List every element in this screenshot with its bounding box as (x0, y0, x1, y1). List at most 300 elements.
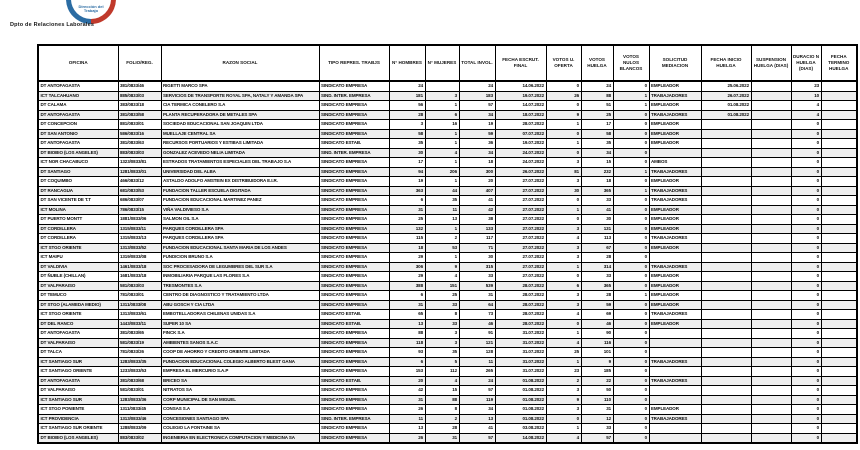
cell: 1 (546, 357, 581, 367)
cell: 686/0833/07 (118, 196, 161, 206)
logo-text-line2: Trabajo (83, 8, 99, 14)
cell: 0 (613, 158, 649, 168)
cell: 31 (425, 433, 459, 443)
cell (821, 367, 857, 377)
cell: 11 (425, 205, 459, 215)
cell: 34 (581, 148, 613, 158)
table-row (38, 110, 857, 120)
cell: SINDICATO EMPRESA (319, 234, 389, 244)
cell: INMOBILIARIA PARQUE LAS FLORES S.A (161, 272, 319, 282)
cell: 24 (459, 81, 495, 91)
cell: FUNDICION BRUNO S.A (161, 253, 319, 263)
cell: 2 (546, 376, 581, 386)
cell: 2 (425, 414, 459, 424)
cell (751, 376, 791, 386)
cell: 88 (581, 91, 613, 101)
cell: 30 (546, 186, 581, 196)
cell: ICT SANTIAGO SUR ORIENTE (38, 424, 118, 434)
cell: 03.08.2022 (495, 424, 546, 434)
cell: 0 (791, 177, 821, 187)
table-row (38, 81, 857, 91)
cell (751, 129, 791, 139)
cell: 3 (546, 405, 581, 415)
cell: SINDICATO EMPRESA (319, 348, 389, 358)
cell: 28 (581, 253, 613, 263)
column-header: N° HOMBRES (389, 45, 425, 81)
cell (701, 167, 751, 177)
cell: 365 (581, 186, 613, 196)
cell: DT CONCEPCION (38, 120, 118, 130)
cell: 30 (459, 253, 495, 263)
cell: 0 (791, 424, 821, 434)
cell: SINDICATO ESTAB. (319, 310, 389, 320)
cell: 0 (613, 224, 649, 234)
cell: 27.07.2022 (495, 243, 546, 253)
cell (701, 338, 751, 348)
cell: SINDICATO EMPRESA (319, 215, 389, 225)
cell (751, 281, 791, 291)
cell: 0 (791, 186, 821, 196)
cell: 781/0833/01 (118, 291, 161, 301)
cell: 315 (459, 262, 495, 272)
cell: 1 (613, 91, 649, 101)
cell (649, 395, 701, 405)
cell: 27.07.2022 (495, 224, 546, 234)
cell: TRABAJADORES (649, 167, 701, 177)
cell: SINDICATO EMPRESA (319, 120, 389, 130)
cell: CONCESIONES SANTIAGO SPA (161, 414, 319, 424)
cell: DT CALAMA (38, 101, 118, 111)
cell: 01.08.2022 (495, 395, 546, 405)
cell: 19.07.2022 (495, 91, 546, 101)
table-row (38, 253, 857, 263)
cell: 14.07.2022 (495, 101, 546, 111)
column-header: FECHA INICIO HUELGA (701, 45, 751, 81)
cell: 24.07.2022 (495, 158, 546, 168)
cell (751, 234, 791, 244)
cell: 0 (613, 196, 649, 206)
cell: CENTRO DE DIAGNOSTICO Y TRATAMIENTO LTDA (161, 291, 319, 301)
cell: TRABAJADORES (649, 91, 701, 101)
cell: DT ÑUBLE (CHILLAN) (38, 272, 118, 282)
cell: 4 (425, 272, 459, 282)
cell (701, 367, 751, 377)
cell: 0 (613, 300, 649, 310)
cell: 31.07.2022 (495, 367, 546, 377)
cell: 26 (389, 433, 425, 443)
cell: 0 (546, 414, 581, 424)
column-header: VOTOS NULOS BLANCOS (613, 45, 649, 81)
cell: 101 (581, 348, 613, 358)
cell (821, 262, 857, 272)
table-row (38, 243, 857, 253)
cell: DT TEMUCO (38, 291, 118, 301)
cell: 42 (459, 205, 495, 215)
cell: 14.08.2022 (495, 433, 546, 443)
cell: 26 (546, 91, 581, 101)
cell: NITRATOS SA (161, 386, 319, 396)
cell (821, 424, 857, 434)
cell (821, 414, 857, 424)
cell: 0 (791, 329, 821, 339)
cell: 0 (546, 319, 581, 329)
cell: EMPLEADOR (649, 405, 701, 415)
cell: CORP MUNICIPAL DE SAN MIGUEL (161, 395, 319, 405)
cell (821, 158, 857, 168)
cell: 33 (581, 424, 613, 434)
cell (751, 101, 791, 111)
cell: 28 (389, 110, 425, 120)
cell: 26.07.2022 (701, 91, 751, 101)
cell: 0 (791, 367, 821, 377)
cell: 1 (425, 101, 459, 111)
cell: 35 (425, 348, 459, 358)
cell (701, 129, 751, 139)
cell: 131 (581, 224, 613, 234)
cell (821, 433, 857, 443)
cell: 6 (389, 291, 425, 301)
cell: 0 (546, 129, 581, 139)
cell: DT STGO (ALAMEDA MEDIO) (38, 300, 118, 310)
cell (751, 196, 791, 206)
cell: 1311/0833/08 (118, 300, 161, 310)
cell: 56 (389, 101, 425, 111)
cell: PARQUES CORDILLERA SPA (161, 224, 319, 234)
cell: 0 (791, 357, 821, 367)
cell: 1281/0833/01 (118, 167, 161, 177)
cell: 383/0833/18 (118, 101, 161, 111)
cell: 23 (546, 367, 581, 377)
cell (821, 234, 857, 244)
cell (751, 329, 791, 339)
cell: SUPER 10 SA (161, 319, 319, 329)
cell (821, 186, 857, 196)
cell: 681/0833/53 (118, 186, 161, 196)
cell (701, 177, 751, 187)
cell: 1 (546, 120, 581, 130)
cell: 883/0833/03 (118, 148, 161, 158)
cell: 31.07.2022 (495, 329, 546, 339)
cell: 1288/0833/09 (118, 424, 161, 434)
cell: 11 (389, 414, 425, 424)
cell: 300 (459, 167, 495, 177)
cell: 01.08.2022 (495, 386, 546, 396)
cell: SERVICIOS DE TRANSPORTE ROYAL SPA, NATALY Y AMANDA SPA (161, 91, 319, 101)
cell (701, 158, 751, 168)
cell: COOP DE AHORRO Y CREDITO ORIENTE LIMITADA (161, 348, 319, 358)
cell: 128 (459, 348, 495, 358)
cell: 13 (389, 424, 425, 434)
cell: 113 (581, 234, 613, 244)
cell: 581/0833/19 (118, 338, 161, 348)
cell (649, 253, 701, 263)
cell (821, 357, 857, 367)
cell: RECURSOS PORTUARIOS Y ESTIBAS LIMITADA (161, 139, 319, 149)
cell: 90 (581, 329, 613, 339)
table-row (38, 424, 857, 434)
cell: 1 (546, 262, 581, 272)
cell: 57 (459, 386, 495, 396)
cell: EMPLEADOR (649, 215, 701, 225)
cell: 0 (791, 129, 821, 139)
cell: 3 (425, 329, 459, 339)
cell (701, 310, 751, 320)
cell: 31.07.2022 (495, 357, 546, 367)
cell: 27.07.2022 (495, 215, 546, 225)
cell: 31 (581, 405, 613, 415)
cell: 88 (425, 395, 459, 405)
cell (649, 424, 701, 434)
cell: 132 (389, 224, 425, 234)
cell (821, 110, 857, 120)
cell: 1 (613, 291, 649, 301)
cell: 1311/0833/45 (118, 405, 161, 415)
cell: 1 (425, 129, 459, 139)
cell: SOCIEDAD EDUCACIONAL SAN JOAQUIN LTDA (161, 120, 319, 130)
cell: 12 (581, 414, 613, 424)
cell: 0 (791, 386, 821, 396)
cell: DT DEL RANCO (38, 319, 118, 329)
cell (701, 424, 751, 434)
cell: EMPLEADOR (649, 177, 701, 187)
table-row (38, 224, 857, 234)
column-header: DURACIO N HUELGA (DIAS) (791, 45, 821, 81)
cell (751, 110, 791, 120)
cell: DT CORDILLERA (38, 224, 118, 234)
cell: SALMON OIL S.A (161, 215, 319, 225)
cell (701, 395, 751, 405)
cell: SINDICATO EMPRESA (319, 291, 389, 301)
cell (751, 186, 791, 196)
cell: ICT MOLINA (38, 205, 118, 215)
cell: ICT PROVIDENCIA (38, 414, 118, 424)
cell: 0 (791, 272, 821, 282)
cell: 4 (425, 376, 459, 386)
cell (751, 120, 791, 130)
cell (821, 148, 857, 158)
cell: 306 (389, 262, 425, 272)
cell (821, 224, 857, 234)
cell: 07.07.2022 (495, 129, 546, 139)
cell: CIA TERMICA CONELERO S.A (161, 101, 319, 111)
cell: ICT STGO ORIENTE (38, 310, 118, 320)
cell: 0 (613, 272, 649, 282)
cell: 4 (791, 110, 821, 120)
cell: SINDICATO ESTAB. (319, 319, 389, 329)
cell: SINDICATO EMPRESA (319, 386, 389, 396)
table-row (38, 386, 857, 396)
cell: 5 (425, 357, 459, 367)
cell: 3 (546, 224, 581, 234)
cell: 0 (613, 215, 649, 225)
cell (751, 81, 791, 91)
cell (649, 348, 701, 358)
cell: 1 (425, 177, 459, 187)
cell: 781/0833/26 (118, 348, 161, 358)
cell: 15 (425, 386, 459, 396)
cell (751, 177, 791, 187)
cell: 67 (581, 243, 613, 253)
cell: 0 (791, 253, 821, 263)
cell: 0 (613, 319, 649, 329)
table-row (38, 405, 857, 415)
cell: FUNDACION EDUCACIONAL SANTA MARIA DE LOS ANDES (161, 243, 319, 253)
cell (701, 386, 751, 396)
cell: 4 (791, 101, 821, 111)
direccion-del-trabajo-logo (66, 0, 116, 24)
cell: EMPLEADOR (649, 300, 701, 310)
cell: SINDICATO EMPRESA (319, 205, 389, 215)
cell: 01.08.2022 (495, 405, 546, 415)
cell: 0 (613, 310, 649, 320)
cell: 19.07.2022 (495, 139, 546, 149)
cell (751, 338, 791, 348)
cell: 9 (546, 110, 581, 120)
table-row (38, 120, 857, 130)
cell: 0 (613, 405, 649, 415)
cell: DT VALPARAISO (38, 338, 118, 348)
cell: 0 (791, 414, 821, 424)
cell: 53 (425, 243, 459, 253)
cell: 18 (581, 177, 613, 187)
cell: 110 (581, 395, 613, 405)
cell (751, 386, 791, 396)
cell: SINDICATO EMPRESA (319, 253, 389, 263)
cell (751, 148, 791, 158)
cell: DT ANTOFAGASTA (38, 81, 118, 91)
table-row (38, 414, 857, 424)
cell: 35 (389, 139, 425, 149)
cell: 119 (459, 395, 495, 405)
cell: 50 (581, 386, 613, 396)
cell: SINDICATO EMPRESA (319, 338, 389, 348)
cell: 01.08.2022 (701, 110, 751, 120)
cell (701, 139, 751, 149)
cell: SINDICATO EMPRESA (319, 101, 389, 111)
table-row (38, 158, 857, 168)
cell: ICT TALCAHUANO (38, 91, 118, 101)
cell: DT BIOBIO (LOS ANGELES) (38, 433, 118, 443)
column-header: SUSPENSION HUELGA (DIAS) (751, 45, 791, 81)
cell: 1461/0833/18 (118, 262, 161, 272)
cell (701, 205, 751, 215)
cell: 0 (613, 433, 649, 443)
cell: 1681/0833/18 (118, 272, 161, 282)
cell: CONSAS S.A (161, 405, 319, 415)
cell (701, 376, 751, 386)
cell: 9 (425, 262, 459, 272)
cell (821, 338, 857, 348)
cell (751, 262, 791, 272)
cell: SINDICATO EMPRESA (319, 196, 389, 206)
cell (701, 300, 751, 310)
table-row (38, 348, 857, 358)
cell (821, 81, 857, 91)
cell: 13 (389, 319, 425, 329)
cell: 4 (546, 310, 581, 320)
cell: ICT STGO ORIENTE (38, 243, 118, 253)
cell: INGENIERIA EN ELECTRONICA COMPUTACION Y MEDICINA SA (161, 433, 319, 443)
cell: 407 (459, 186, 495, 196)
cell: 26.07.2022 (495, 167, 546, 177)
cell: 0 (613, 367, 649, 377)
cell: DT PUERTO MONTT (38, 215, 118, 225)
cell (821, 215, 857, 225)
cell: 206 (425, 167, 459, 177)
cell: 19 (459, 120, 495, 130)
cell: 46 (459, 319, 495, 329)
cell: ASTALDO ADOLFO AMSTEIN EX DISTRIBUIDORA E.I.R. (161, 177, 319, 187)
cell: 57 (459, 101, 495, 111)
cell: 33 (425, 300, 459, 310)
cell: SINDICATO EMPRESA (319, 281, 389, 291)
cell: 31 (459, 291, 495, 301)
cell: 0 (791, 196, 821, 206)
cell: 26 (389, 405, 425, 415)
cell: 0 (791, 205, 821, 215)
cell: 1 (613, 186, 649, 196)
cell: DT BIOBIO (LOS ANGELES) (38, 148, 118, 158)
cell: 0 (613, 357, 649, 367)
cell: 51 (581, 101, 613, 111)
cell: 27.07.2022 (495, 272, 546, 282)
cell: 33 (459, 272, 495, 282)
cell (821, 205, 857, 215)
cell: SINDICATO EMPRESA (319, 177, 389, 187)
table-row (38, 139, 857, 149)
cell: RIGETTI MARCO SPA (161, 81, 319, 91)
cell: 3 (546, 386, 581, 396)
cell: 0 (613, 253, 649, 263)
cell: 1283/0833/36 (118, 395, 161, 405)
cell (751, 319, 791, 329)
cell: 181 (389, 91, 425, 101)
table-row (38, 338, 857, 348)
cell: 8 (425, 310, 459, 320)
cell: 24 (389, 81, 425, 91)
column-header: SOLICITUD MEDIACION (649, 45, 701, 81)
cell: 2 (425, 234, 459, 244)
cell: 3 (546, 158, 581, 168)
cell: EMPLEADOR (649, 120, 701, 130)
cell: SIND. INTER. EMPRESA (319, 414, 389, 424)
cell (751, 272, 791, 282)
cell: 0 (791, 139, 821, 149)
cell: 581/0833/01 (118, 386, 161, 396)
cell: 363 (389, 186, 425, 196)
cell: 28.07.2022 (495, 120, 546, 130)
cell: 115 (389, 234, 425, 244)
cell: EMPLEADOR (649, 139, 701, 149)
cell: 20 (389, 376, 425, 386)
cell: 31.07.2022 (495, 338, 546, 348)
cell: EMPLEADOR (649, 243, 701, 253)
cell (701, 224, 751, 234)
cell: 0 (613, 262, 649, 272)
cell: 0 (791, 148, 821, 158)
cell: 381/0833/46 (118, 81, 161, 91)
cell: 57 (459, 433, 495, 443)
department-title: Dpto de Relaciones Laborales (10, 22, 95, 28)
cell (751, 167, 791, 177)
cell: 0 (613, 110, 649, 120)
cell: DT RANCAGUA (38, 186, 118, 196)
cell: 4 (425, 148, 459, 158)
cell: 581/0833/03 (118, 281, 161, 291)
cell: 0 (613, 234, 649, 244)
cell: SOC PROCESADORA DE LEGUMBRES DEL SUR S.A (161, 262, 319, 272)
cell: SIND. INTER. EMPRESA (319, 91, 389, 101)
